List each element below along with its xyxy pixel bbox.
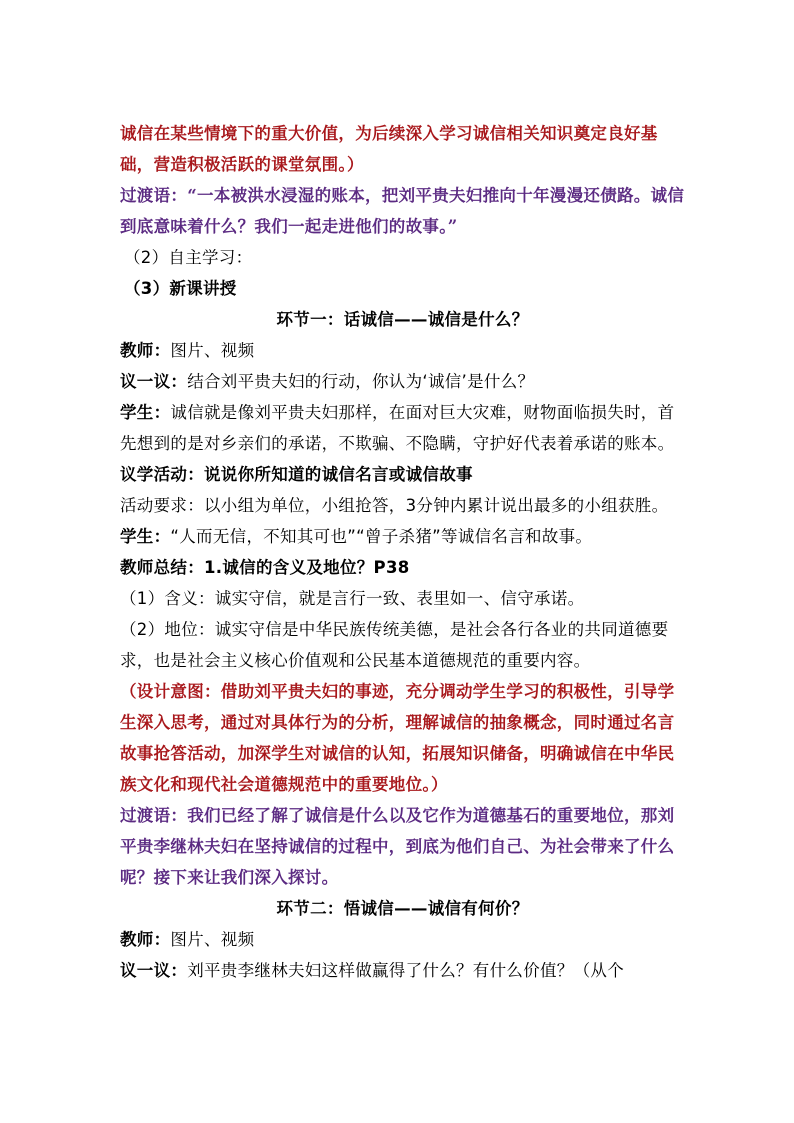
teacher-label: 教师： [120,930,171,949]
discuss-line-2 [120,955,685,986]
student-line-1 [120,397,685,459]
integrity-status: （2）地位：诚实守信是中华民族传统美德，是社会各行各业的共同道德要求，也是社会主义核心价值观和公民基本道德规范的重要内容。 [120,620,669,670]
discuss-label: 议一议： [120,372,188,391]
step-new-lesson: （3）新课讲授 [124,279,237,298]
step-self-study: （2）自主学习： [124,248,253,267]
section-1-heading: 环节一：话诚信——诚信是什么？ [276,310,529,329]
activity-requirement: 活动要求：以小组为单位，小组抢答，3分钟内累计说出最多的小组获胜。 [120,496,669,515]
student-label: 学生： [120,527,171,546]
integrity-meaning: （1）含义：诚实守信，就是言行一致、表里如一、信守承诺。 [120,589,585,608]
teacher-summary-heading: 教师总结：1.诚信的含义及地位？P38 [120,558,410,577]
design-intent-2: （设计意图：借助刘平贵夫妇的事迹，充分调动学生学习的积极性，引导学生深入思考，通过对具体行为的分析，理解诚信的抽象概念，同时通过名言故事抢答活动，加深学生对诚信的认知，拓展知识储备，明确诚信在中华民族文化和现代社会道德规范中的重要地位。） [120,682,675,794]
discuss-label: 议一议： [120,961,188,980]
activity-heading: 议学活动：说说你所知道的诚信名言或诚信故事 [120,465,473,484]
design-intent-tail: 诚信在某些情境下的重大价值，为后续深入学习诚信相关知识奠定良好基础，营造积极活跃的课堂氛围。） [120,124,658,174]
student-text: “人而无信，不知其可也”“曾子杀猪”等诚信名言和故事。 [170,527,593,546]
student-label: 学生： [120,403,171,422]
transition-1: 过渡语：“一本被洪水浸湿的账本，把刘平贵夫妇推向十年漫漫还债路。诚信到底意味着什么？我们一起走进他们的故事。” [120,186,685,236]
transition-2: 过渡语：我们已经了解了诚信是什么以及它作为道德基石的重要地位，那刘平贵李继林夫妇在坚持诚信的过程中，到底为他们自己、为社会带来了什么呢？接下来让我们深入探讨。 [120,806,675,887]
student-line-2 [120,521,685,552]
teacher-text: 图片、视频 [170,341,255,360]
teacher-line-2 [120,924,685,955]
teacher-label: 教师： [120,341,171,360]
document-body [120,118,685,986]
discuss-text: 结合刘平贵夫妇的行动，你认为‘诚信’是什么？ [187,372,535,391]
teacher-text: 图片、视频 [170,930,255,949]
section-2-heading: 环节二：悟诚信——诚信有何价？ [276,899,529,918]
discuss-text: 刘平贵李继林夫妇这样做赢得了什么？有什么价值？（从个 [187,961,625,980]
teacher-line-1 [120,335,685,366]
student-text: 诚信就是像刘平贵夫妇那样，在面对巨大灾难，财物面临损失时，首先想到的是对乡亲们的承诺，不欺骗、不隐瞒，守护好代表着承诺的账本。 [120,403,675,453]
discuss-line-1 [120,366,685,397]
